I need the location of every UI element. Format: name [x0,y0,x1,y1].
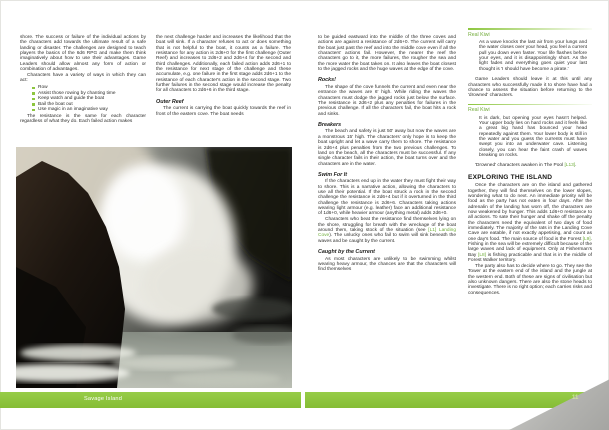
chapter-heading-exploring-the-island: EXPLORING THE ISLAND [468,174,553,182]
bullet-item [32,107,146,113]
paragraph: shore. The success or failure of the individual actions by the characters add towards the ultimate result of a safe landing or disaster. The challenges are designed to teach players the basics of the 6d6 RPG and make them think imaginatively about how to use their advantages. Game Leaders should allow almost any form of action or combination of advantages. [20,35,146,73]
wave-photo [16,147,292,388]
paragraph: As most characters are unlikely to be swimming whilst wearing heavy armour, the chances are that the characters will find themselves [318,256,456,273]
bullet-icon [32,109,35,112]
section-heading-breakers: Breakers [318,121,342,128]
sidebar-heading-real-kiwi: Real Kiwi [468,107,490,114]
page-number: 11 [572,395,579,401]
paragraph: Game Leaders should leave it at this until any characters who successfully made it to shore have had a chance to assess the situation before returning to the 'drowned' characters. [468,77,592,99]
bullet-list [20,85,146,113]
paragraph [468,183,592,263]
sidebar-rule [468,104,592,106]
bullet-text: Keep watch and guide the boat [38,96,105,102]
right-page-column-1 [318,35,456,273]
left-page-column-1 [20,35,146,125]
cross-reference-link[interactable]: [L1] Landing Cove [318,227,456,239]
left-page-column-2 [156,35,291,117]
paragraph: to be guided eastward into the middle of the three coves and actions are against a resistance of 2d6+0. The current will carry the boat just past the reef and into the middle cove even if all the characters' actions fail. However, the nearer the reef the characters go to it, the more failures, the rougher the sea and the more water the boat takes on. It also leaves the boat closest to the jagged rocks and the huge waves at the edge of the cove. [318,35,456,73]
paragraph: The party also has to decide where to go. They see the Tower at the eastern end of the island and the jungle at the western end. Both of these are signs of civilisation but also unknown dangers. There are also the stone heads to investigate. There is no right option; each carries risks and consequences. [468,263,592,296]
bullet-icon [32,103,35,106]
bullet-text: Bail the boat out [38,101,73,107]
bullet-text: Assist those rowing by chanting time [38,90,116,96]
paragraph: If the characters end up in the water they must fight their way to shore. This is a narrative action, allowing the characters to use all their potential. If the boat struck a rock in the second challenge the resistance is 2d6+4 but if it overturned in the third challenge the resistance is 2d6+6. Characters taking actions wearing light armour (e.g. leather) face an additional resistance of 1d6+0, while heavier armour (anything metal) adds 2d6+0. [318,179,456,217]
right-page-column-2 [468,28,592,296]
paragraph: The resistance is the same for each character regardless of what they do. Each failed action makes [20,114,146,125]
paragraph-text: Characters who beat the resistance find themselves lying on the shore, struggling for breath with the wreckage of the boat around them, taking stock of the situation (see [318,217,456,233]
cross-reference-link[interactable]: [L8] [478,252,487,258]
paragraph-text: is fishing practicable and that is in the middle of Forest Walker territory. [468,252,592,264]
paragraph-text: . [575,163,577,169]
paragraph [318,217,456,244]
bullet-icon [32,87,35,90]
paragraph: Characters have a variety of ways in which they can act: [20,72,146,84]
cross-reference-link[interactable]: [L13] [564,163,576,169]
section-heading-rocks: Rocks! [318,77,336,84]
paragraph-text: ). The unlucky ones who fail to swim will sink beneath the waves and be caught by the current. [318,233,456,244]
paragraph: The shape of the cove funnels the current and even near the entrance the waves are 6' high. While riding the waves the characters must dodge the jagged rocks just below the surface. The resistance is 2d6+2 plus any penalties for failures in the previous challenge. If all the characters fail, the boat hits a rock and sinks. [318,84,456,117]
paragraph-text: 'Drowned' characters awaken in The Pool [475,163,565,169]
sidebar-rule [468,28,592,30]
paragraph [468,163,592,168]
sidebar-quote: It is dark, but opening your eyes hasn't helped. Your upper body lies on hard rocks and it feels like a great big hand has bounced your head repeatedly against them. Your lower body is still in the water and you guess the currents must have swept you into an underwater cave. Listening closely, you can hear the faint crash of waves breaking on rocks. [479,115,587,159]
bullet-text: Row [38,85,48,91]
bullet-icon [32,98,35,101]
footer-bar-left [0,392,301,408]
section-heading-outer-reef: Outer Reef [156,98,184,105]
cross-reference-link[interactable]: [L9] [582,236,591,242]
book-title: Savage Island [84,396,123,402]
paragraph-text: Once the characters are on the island and gathered together, they will find themselves on the lower slopes, wondering what to do next. An immediate priority will be food as the party has not eaten in four days. After the adrenalin of the landing has worn off, the characters are now weakened by hunger. This adds 1d6+0 resistance to all actions. To sate their hunger and shake off the penalty the characters need the equivalent of two days of food immediately. The majority of the rats in the Landing Cove Cave are eatable, if not exactly appetising, and count as one day's food. The main source of food is the Forest [468,183,592,242]
paragraph: the next challenge harder and increases the likelihood that the boat will sink. If a character refuses to act or does something that is not helpful to the boat, it counts as a failure. The resistance for any action is 2d6+0 for the first challenge (Outer Reef) and increases to 2d6+2 and 2d6+4 for the second and third challenges. Additionally, each failed action adds 2d6+1 to the resistance for next stage of the challenge and these accumulate, e.g. one failure in the first stage adds 2d6+1 to the resistance of each character's action in the second stage. Two further failures in the second stage would increase the penalty for all characters to 2d6+6 in the third stage. [156,35,291,94]
paragraph-text: . Fishing in the sea will be extremely difficult because of the large waves and lack of equipment. Only at Fisherman's Bay [468,236,592,258]
sidebar-heading-real-kiwi: Real Kiwi [468,31,490,38]
section-heading-caught-by-the-current: Caught by the Current [318,249,375,255]
bullet-icon [32,92,35,95]
bullet-text: Use magic in an imaginative way [38,107,108,113]
section-heading-swim-for-it: Swim For It [318,171,348,178]
paragraph: The current is carrying the boat quickly towards the reef in front of the eastern cove. The boat needs [156,106,291,117]
paragraph: The beach and safety is just 50' away but now the waves are a monstrous 15' high. The characters' only hope is to keep the boat upright and let a wave carry them to shore. The resistance is 2d6+4 plus penalties from the two previous challenges. To land on the beach, all the characters must be successful. If any single character fails in their action, the boat turns over and the characters are in the water. [318,129,456,167]
sidebar-quote: As a wave knocks the last air from your lungs and the water closes over your head, you feel a current pull you down even faster. Your life flashes before your eyes, and it is disappointingly short. As the light fades and everything goes quiet your last thought is 'I should have become a pirate.' [479,40,587,72]
wave-photo-art [16,147,292,388]
